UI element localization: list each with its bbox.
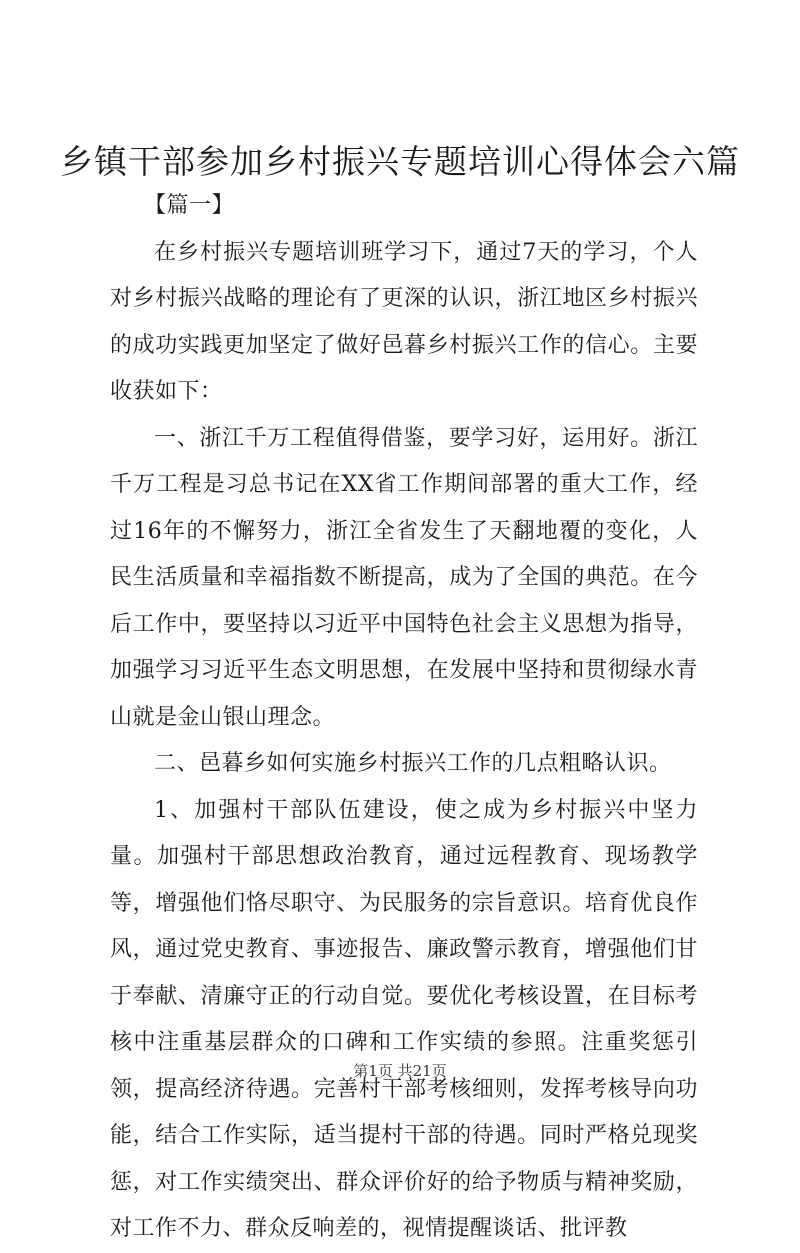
paragraph-intro: 在乡村振兴专题培训班学习下，通过7天的学习，个人对乡村振兴战略的理论有了更深的认识，浙江地区乡村振兴的成功实践更加坚定了做好邑暮乡村振兴工作的信心。主要收获如下：: [110, 239, 698, 404]
document-body: [110, 183, 698, 1253]
paragraph-point-two: 二、邑暮乡如何实施乡村振兴工作的几点粗略认识。: [154, 751, 672, 776]
page-number: 第1页 共21页: [353, 1062, 447, 1080]
paragraph-point-one: 一、浙江千万工程值得借鉴，要学习好，运用好。浙江千万工程是习总书记在XX省工作期间部署的重大工作，经过16年的不懈努力，浙江全省发生了天翻地覆的变化，人民生活质量和幸福指数不断提高，成为了全国的典范。在今后工作中，要坚持以习近平中国特色社会主义思想为指导，加强学习习近平生态文明思想，在发展中坚持和贯彻绿水青山就是金山银山理念。: [110, 425, 698, 730]
document-title: 乡镇干部参加乡村振兴专题培训心得体会六篇: [60, 142, 740, 181]
section-label: 【篇一】: [144, 193, 235, 218]
paragraph-item-one: 1、加强村干部队伍建设，使之成为乡村振兴中坚力量。加强村干部思想政治教育，通过远程教育、现场教学等，增强他们恪尽职守、为民服务的宗旨意识。培育优良作风，通过党史教育、事迹报告、廉政警示教育，增强他们甘于奉献、清廉守正的行动自觉。要优化考核设置，在目标考核中注重基层群众的口碑和工作实绩的参照。注重奖惩引领，提高经济待遇。完善村干部考核细则，发挥考核导向功能，结合工作实际，适当提村干部的待遇。同时严格兑现奖惩，对工作实绩突出、群众评价好的给予物质与精神奖励，对工作不力、群众反响差的，视情提醒谈话、批评教: [110, 797, 698, 1241]
page-footer: [0, 1060, 800, 1081]
